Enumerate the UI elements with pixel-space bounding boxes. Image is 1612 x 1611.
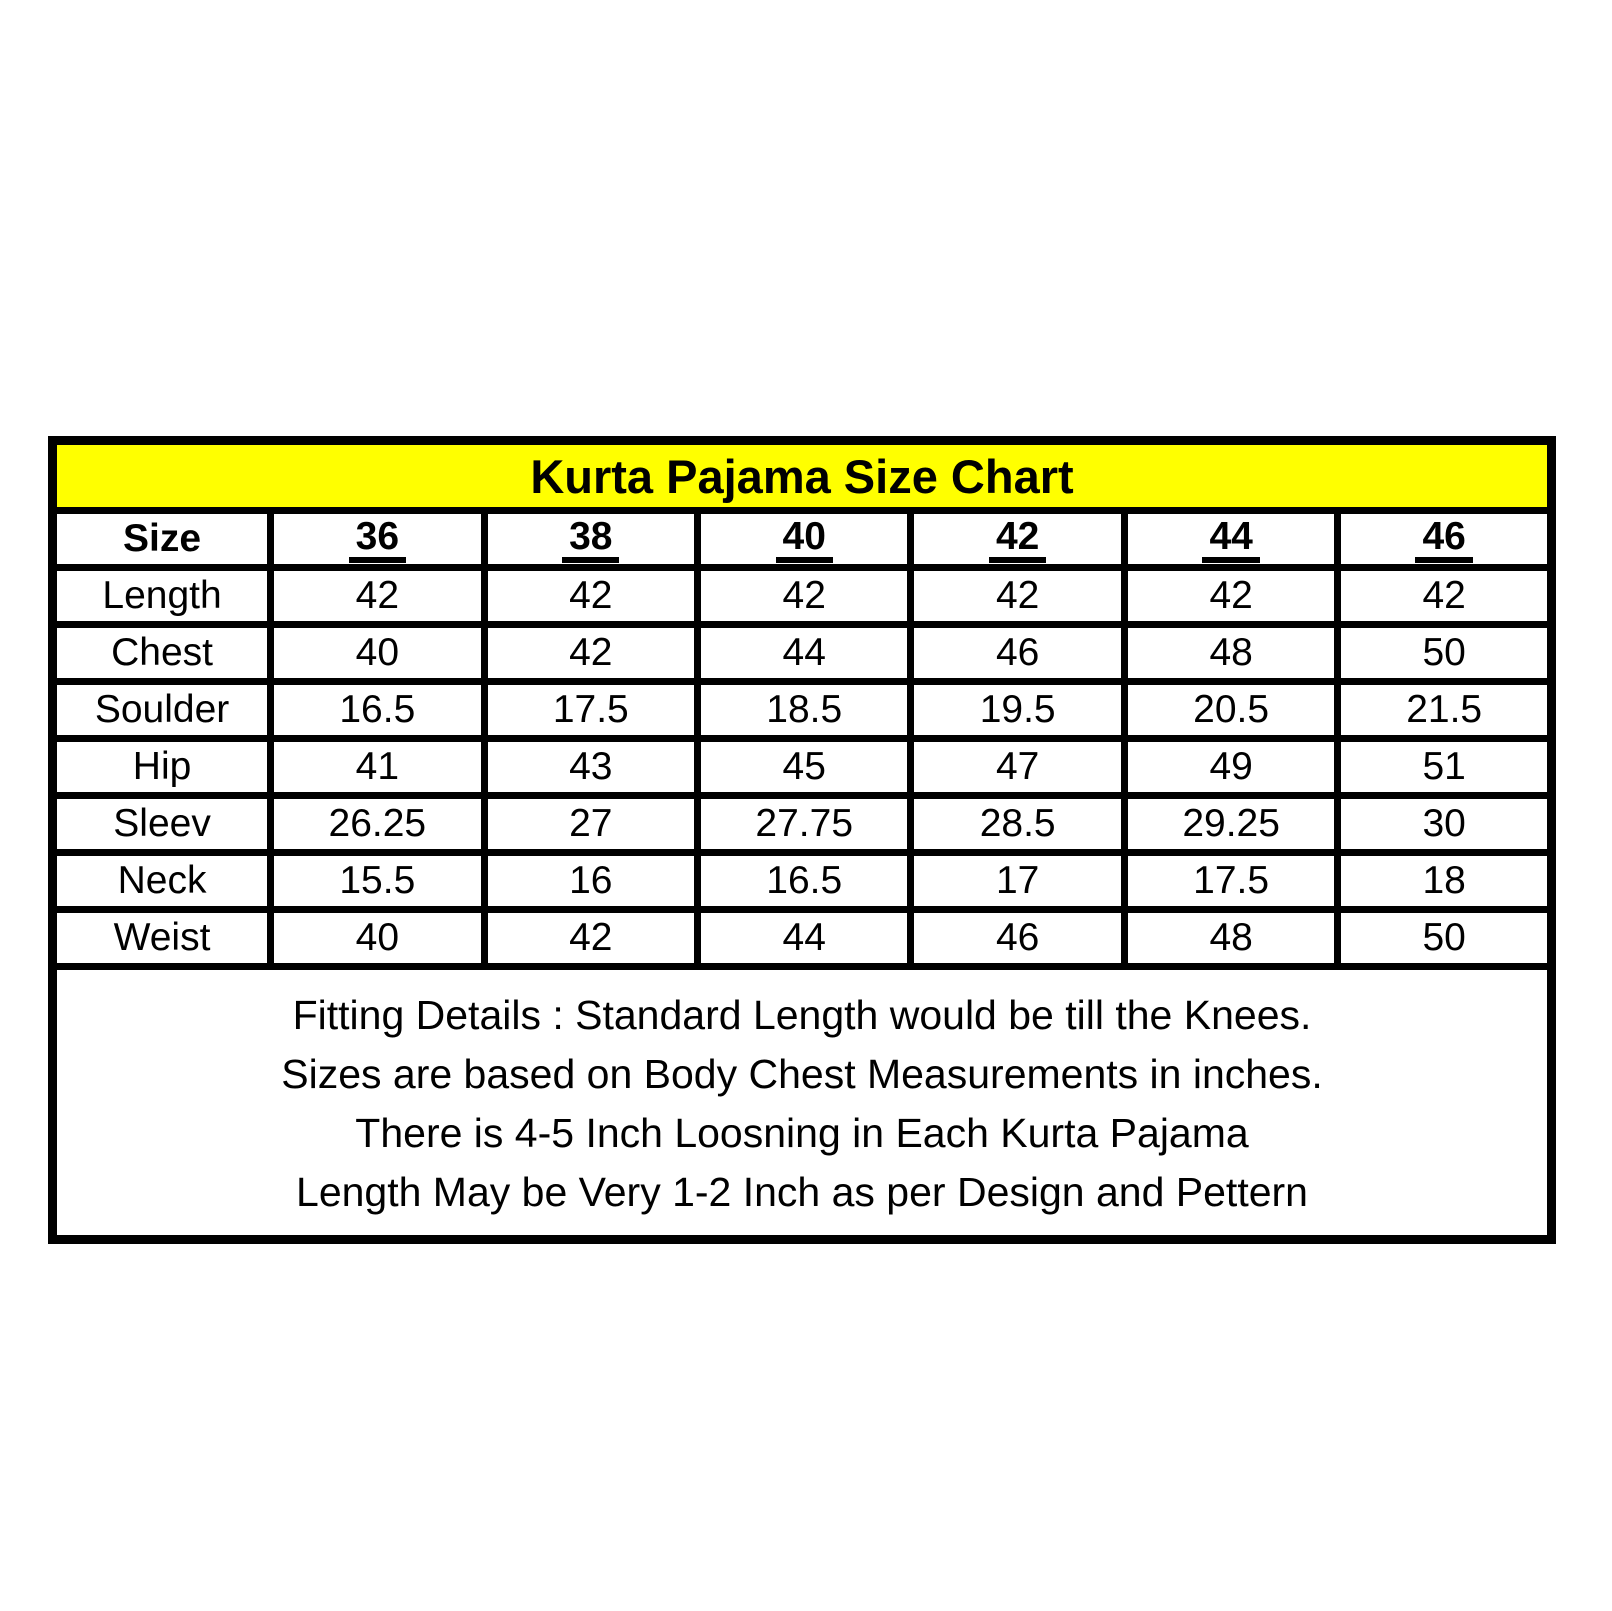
cell-value: 41 bbox=[271, 739, 484, 796]
cell-value: 50 bbox=[1338, 910, 1552, 967]
cell-value: 18 bbox=[1338, 853, 1552, 910]
cell-value: 16.5 bbox=[271, 682, 484, 739]
cell-value: 48 bbox=[1124, 625, 1337, 682]
cell-value: 15.5 bbox=[271, 853, 484, 910]
cell-value: 19.5 bbox=[911, 682, 1124, 739]
cell-value: 46 bbox=[911, 625, 1124, 682]
size-column-header bbox=[271, 511, 484, 568]
table-row-chest bbox=[53, 625, 1552, 682]
size-column-header bbox=[484, 511, 697, 568]
cell-value: 45 bbox=[698, 739, 911, 796]
row-label: Length bbox=[53, 568, 271, 625]
cell-value: 16 bbox=[484, 853, 697, 910]
cell-value: 51 bbox=[1338, 739, 1552, 796]
chart-title: Kurta Pajama Size Chart bbox=[53, 441, 1552, 511]
table-row-sleev bbox=[53, 796, 1552, 853]
size-value: 40 bbox=[776, 517, 833, 563]
cell-value: 50 bbox=[1338, 625, 1552, 682]
cell-value: 44 bbox=[698, 910, 911, 967]
table-row-length bbox=[53, 568, 1552, 625]
note-line: Sizes are based on Body Chest Measurements in inches. bbox=[281, 1050, 1323, 1097]
cell-value: 42 bbox=[1338, 568, 1552, 625]
fitting-notes bbox=[53, 967, 1552, 1240]
cell-value: 27 bbox=[484, 796, 697, 853]
note-line: There is 4-5 Inch Loosning in Each Kurta Pajama bbox=[355, 1109, 1249, 1156]
cell-value: 42 bbox=[698, 568, 911, 625]
size-chart-container bbox=[48, 436, 1556, 1244]
size-value: 36 bbox=[349, 517, 406, 563]
size-chart-table bbox=[48, 436, 1556, 1244]
cell-value: 29.25 bbox=[1124, 796, 1337, 853]
size-value: 42 bbox=[989, 517, 1046, 563]
cell-value: 40 bbox=[271, 625, 484, 682]
cell-value: 42 bbox=[1124, 568, 1337, 625]
fitting-notes-row bbox=[53, 967, 1552, 1240]
cell-value: 42 bbox=[484, 625, 697, 682]
cell-value: 21.5 bbox=[1338, 682, 1552, 739]
cell-value: 42 bbox=[484, 910, 697, 967]
cell-value: 16.5 bbox=[698, 853, 911, 910]
cell-value: 44 bbox=[698, 625, 911, 682]
cell-value: 26.25 bbox=[271, 796, 484, 853]
cell-value: 49 bbox=[1124, 739, 1337, 796]
cell-value: 47 bbox=[911, 739, 1124, 796]
size-column-header bbox=[698, 511, 911, 568]
cell-value: 42 bbox=[911, 568, 1124, 625]
cell-value: 42 bbox=[271, 568, 484, 625]
title-row bbox=[53, 441, 1552, 511]
table-row-neck bbox=[53, 853, 1552, 910]
size-column-header bbox=[1338, 511, 1552, 568]
cell-value: 27.75 bbox=[698, 796, 911, 853]
cell-value: 18.5 bbox=[698, 682, 911, 739]
row-label: Weist bbox=[53, 910, 271, 967]
size-value: 38 bbox=[562, 517, 619, 563]
cell-value: 28.5 bbox=[911, 796, 1124, 853]
note-line: Fitting Details : Standard Length would be till the Knees. bbox=[292, 991, 1312, 1038]
table-row-weist bbox=[53, 910, 1552, 967]
cell-value: 17.5 bbox=[1124, 853, 1337, 910]
cell-value: 46 bbox=[911, 910, 1124, 967]
size-value: 44 bbox=[1202, 517, 1259, 563]
header-row bbox=[53, 511, 1552, 568]
cell-value: 42 bbox=[484, 568, 697, 625]
header-size-label: Size bbox=[53, 511, 271, 568]
note-line: Length May be Very 1-2 Inch as per Design and Pettern bbox=[296, 1168, 1308, 1215]
size-value: 46 bbox=[1415, 517, 1472, 563]
cell-value: 20.5 bbox=[1124, 682, 1337, 739]
cell-value: 17 bbox=[911, 853, 1124, 910]
row-label: Sleev bbox=[53, 796, 271, 853]
size-column-header bbox=[911, 511, 1124, 568]
cell-value: 40 bbox=[271, 910, 484, 967]
table-row-soulder bbox=[53, 682, 1552, 739]
cell-value: 17.5 bbox=[484, 682, 697, 739]
row-label: Soulder bbox=[53, 682, 271, 739]
row-label: Hip bbox=[53, 739, 271, 796]
cell-value: 48 bbox=[1124, 910, 1337, 967]
cell-value: 43 bbox=[484, 739, 697, 796]
size-column-header bbox=[1124, 511, 1337, 568]
table-row-hip bbox=[53, 739, 1552, 796]
cell-value: 30 bbox=[1338, 796, 1552, 853]
row-label: Chest bbox=[53, 625, 271, 682]
row-label: Neck bbox=[53, 853, 271, 910]
